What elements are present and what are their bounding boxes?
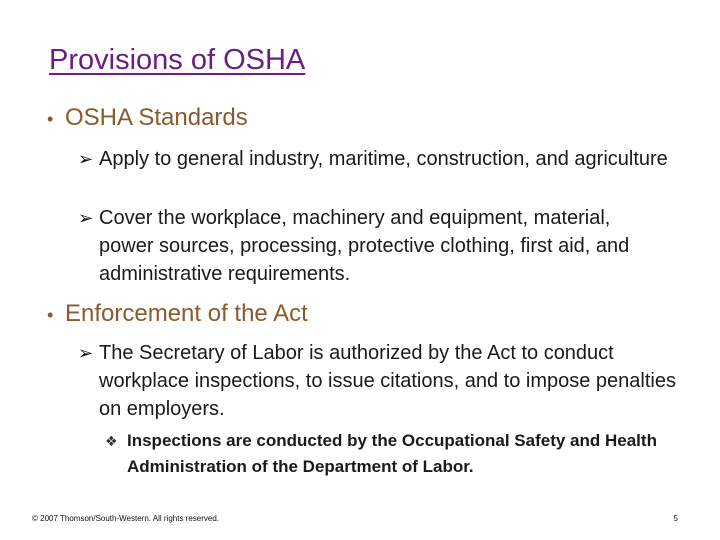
diamond-bullet-icon: ❖ (105, 433, 118, 449)
sub-bullet-text: The Secretary of Labor is authorized by the Act to conduct workplace inspections, to issue citations, and to impose penalties on employers. (99, 342, 676, 420)
sub-bullet-secretary (78, 339, 678, 423)
bullet-enforcement (47, 299, 308, 330)
bullet-text: OSHA Standards (65, 104, 248, 131)
arrowhead-bullet-icon: ➢ (78, 208, 94, 228)
sub-sub-bullet-inspections (105, 428, 660, 480)
sub-bullet-text: Cover the workplace, machinery and equipment, material, power sources, processing, protective clothing, first aid, and administrative requirements. (99, 207, 630, 285)
sub-bullet-apply (78, 145, 678, 173)
bullet-dot-icon: • (47, 305, 54, 325)
bullet-text: Enforcement of the Act (65, 300, 308, 327)
sub-sub-bullet-text: Inspections are conducted by the Occupational Safety and Health Administration of the Department of Labor. (127, 431, 657, 476)
sub-bullet-text: Apply to general industry, maritime, construction, and agriculture (99, 148, 668, 170)
bullet-osha-standards (47, 103, 248, 134)
copyright-footer: © 2007 Thomson/South-Western. All rights reserved. (32, 514, 220, 523)
arrowhead-bullet-icon: ➢ (78, 343, 94, 363)
sub-bullet-cover (78, 204, 658, 288)
slide-title: Provisions of OSHA (49, 44, 306, 76)
page-number: 5 (673, 514, 678, 523)
arrowhead-bullet-icon: ➢ (78, 149, 94, 169)
bullet-dot-icon: • (47, 109, 54, 129)
